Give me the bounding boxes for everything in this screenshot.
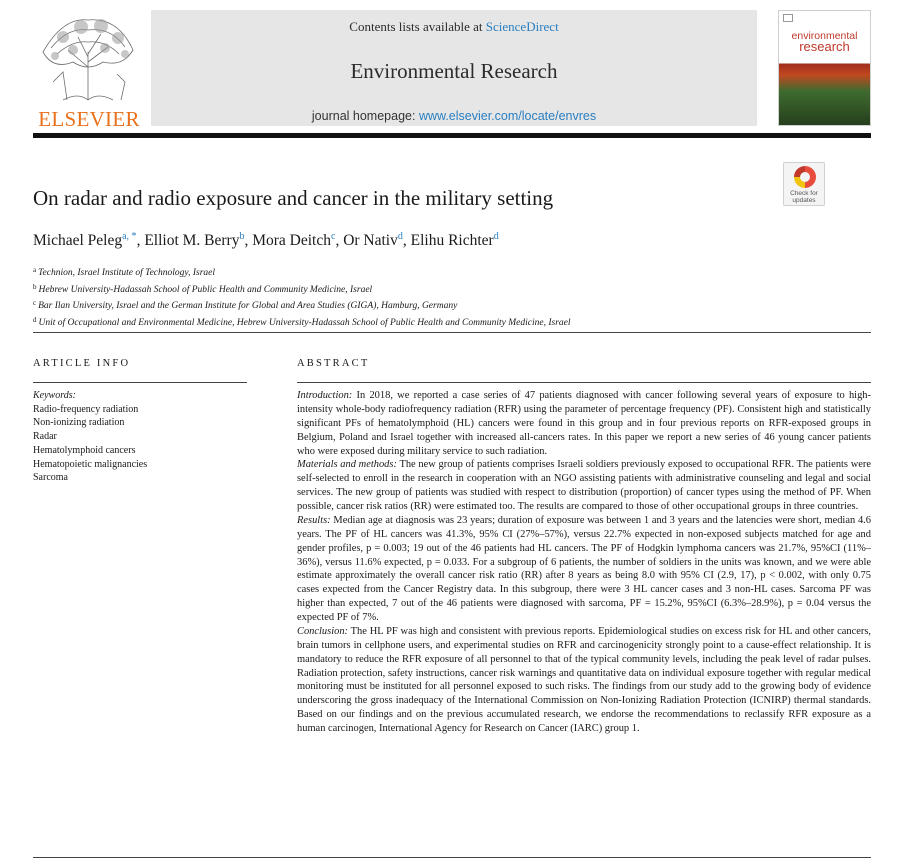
abstract-paragraph — [297, 389, 871, 458]
affiliation-item — [33, 281, 871, 298]
keyword-item[interactable]: Non-ionizing radiation — [33, 417, 125, 429]
author-name[interactable]: Michael Peleg — [33, 232, 123, 249]
keywords-label: Keywords: — [33, 390, 76, 401]
author-affiliation-marker[interactable]: c — [330, 231, 336, 242]
abstract-heading: ABSTRACT — [297, 358, 370, 369]
elsevier-logo[interactable] — [33, 10, 145, 130]
sciencedirect-link[interactable]: ScienceDirect — [485, 19, 559, 34]
contents-line — [151, 19, 757, 35]
affiliation-list — [33, 264, 871, 330]
crossmark-label — [784, 190, 824, 204]
author-separator: , — [402, 232, 411, 249]
crossmark-line2: updates — [792, 197, 816, 204]
abstract-paragraph — [297, 625, 871, 736]
abstract-section-label: Materials and methods: — [297, 459, 397, 471]
keyword-item[interactable]: Hematopoietic malignancies — [33, 458, 148, 470]
abstract-section-label: Results: — [297, 514, 331, 526]
author-name[interactable]: Mora Deitch — [252, 232, 331, 249]
abstract-divider — [297, 382, 871, 383]
keyword-item[interactable]: Hematolymphoid cancers — [33, 444, 136, 456]
journal-header — [33, 10, 871, 130]
author-name[interactable]: Or Nativ — [343, 232, 398, 249]
cover-publisher-mark-icon — [783, 14, 793, 22]
abstract-section-text: Median age at diagnosis was 23 years; duration of exposure was between 1 and 3 years and the latencies were short, median 4.6 years. The PF of HL cancers was 41.3%, 95% CI (27%–57%), versus 22.7% expected in non-exposed subjects matched for age and gender profiles, p = 0.003; 19 out of the 46 patients had HL cancers. The PF of Hodgkin lymphoma cancers was 21.7%, 95%CI (11%–36%), versus 11.6% expected, p = 0.033. For a subgroup of 6 patients, the number of soldiers in the units was known, and we were able estimate approximately the overall cancer risk ratio (RR) after 8 years as being 8.0 with 95% CI (2.9, 17), p < 0.002, with only 0.75 cases expected from the Cancer Registry data. In this subgroup, there were 3 HL cancer cases and 3 non-HL cases. Sarcoma PF was higher than expected, 7 out of the 46 patients were diagnosed with sarcoma, PF = 15.2%, 95%CI (6.3%–28.9%), p = 0.04 versus the expected PF of 7%. — [297, 514, 871, 623]
affiliation-marker: b — [33, 282, 37, 291]
article-info-heading: ARTICLE INFO — [33, 358, 131, 369]
author-name[interactable]: Elliot M. Berry — [144, 232, 240, 249]
journal-banner — [151, 10, 757, 126]
abstract-section-text: In 2018, we reported a case series of 47 patients diagnosed with cancer following several years of exposure to high-intensity whole-body radiofrequency radiation (RFR) using the parameter of percentage frequency (PF). Consistent high and statistically significant PFs of hematolymphoid (HL) cancers were found in this group and in four previous reports on RFR-exposed groups in Belgium, Poland and Israel together with increased all-cancers rates. In this paper we report a new series of 46 young cancer patients who were exposed during military service to such radiation. — [297, 390, 871, 457]
affiliation-item — [33, 264, 871, 281]
affiliation-text: Bar Ilan University, Israel and the German Institute for Global and Area Studies (GIGA), Hamburg, Germany — [38, 301, 458, 312]
affiliation-divider — [33, 332, 871, 333]
affiliation-marker: d — [33, 315, 37, 324]
cover-title-line2: research — [799, 39, 850, 54]
check-for-updates-button[interactable] — [783, 162, 825, 206]
article-info-divider — [33, 382, 247, 383]
cover-title-line1: environmental — [791, 30, 858, 42]
journal-homepage-link[interactable]: www.elsevier.com/locate/envres — [418, 109, 597, 123]
abstract-body — [297, 389, 871, 736]
affiliation-text: Hebrew University-Hadassah School of Public Health and Community Medicine, Israel — [38, 284, 373, 295]
homepage-line — [151, 109, 757, 123]
footer-divider — [33, 857, 871, 858]
affiliation-marker: c — [33, 299, 37, 308]
author-separator: , — [136, 232, 145, 249]
author-name[interactable]: Elihu Richter — [410, 232, 494, 249]
elsevier-tree-icon — [33, 12, 143, 104]
elsevier-wordmark: ELSEVIER — [38, 107, 140, 131]
author-separator: , — [335, 232, 344, 249]
keywords-block — [33, 389, 253, 485]
author-affiliation-marker[interactable]: d — [397, 231, 403, 242]
author-affiliation-marker[interactable]: d — [493, 231, 499, 242]
author-separator: , — [244, 232, 253, 249]
affiliation-text: Technion, Israel Institute of Technology, Israel — [38, 268, 215, 278]
journal-name[interactable]: Environmental Research — [350, 59, 558, 83]
abstract-section-label: Conclusion: — [297, 625, 349, 637]
abstract-paragraph — [297, 514, 871, 625]
author-list — [33, 231, 499, 250]
affiliation-item — [33, 297, 871, 314]
keyword-item[interactable]: Sarcoma — [33, 472, 68, 484]
crossmark-icon — [794, 166, 816, 188]
header-divider — [33, 133, 871, 138]
author-affiliation-marker[interactable]: a, * — [122, 231, 137, 242]
abstract-section-label: Introduction: — [297, 390, 353, 401]
contents-prefix: Contents lists available at — [349, 19, 483, 34]
keyword-item[interactable]: Radar — [33, 431, 57, 443]
abstract-section-text: The HL PF was high and consistent with previous reports. Epidemiological studies on excess risk for HL and other cancers, brain tumors in cellphone users, and experimental studies on RFR and carcinogenicity strongly point to a cause-effect relationship. It is mandatory to reduce the RFR exposure of all personnel to that of the typical community levels, including the peak level of radar pulses. Radiation protection, safety instructions, cancer risk warnings and quantitative data on individual exposure together with regular medical monitoring must be instituted for all personnel exposed to such risks. The findings from our study add to the growing body of evidence underscoring the gross inadequacy of the International Commission on Non-Ionizing Radiation Protection (ICNIRP) thermal standards. Based on our findings and on the previous accumulated research, we endorse the recommendations to reclassify RFR exposure as a human carcinogen, International Agency for Research on Cancer (IARC) group 1. — [297, 625, 871, 734]
abstract-paragraph — [297, 458, 871, 514]
affiliation-marker: a — [33, 266, 37, 274]
abstract-section-text: The new group of patients comprises Israeli soldiers previously exposed to occupational RFR. The patients were self-selected to enroll in the research in cooperation with an NGO assisting patients with administrative counseling and legal and social services. The new group of patients was studied with respect to distribution (proportion) of cancer types using the method of PF. When possible, cancer risk ratios (RR) were estimated too. The results are compared to those of other occupational groups in three countries. — [297, 459, 871, 512]
affiliation-text: Unit of Occupational and Environmental Medicine, Hebrew University-Hadassah School of Public Health and Community Medicine, Israel — [38, 317, 571, 328]
keyword-item[interactable]: Radio-frequency radiation — [33, 403, 139, 415]
affiliation-item — [33, 314, 871, 331]
author-affiliation-marker[interactable]: b — [239, 231, 245, 242]
crossmark-line1: Check for — [790, 190, 818, 197]
article-title: On radar and radio exposure and cancer in the military setting — [33, 186, 554, 210]
homepage-prefix: journal homepage: — [311, 109, 416, 123]
journal-cover-thumbnail[interactable] — [778, 10, 871, 126]
